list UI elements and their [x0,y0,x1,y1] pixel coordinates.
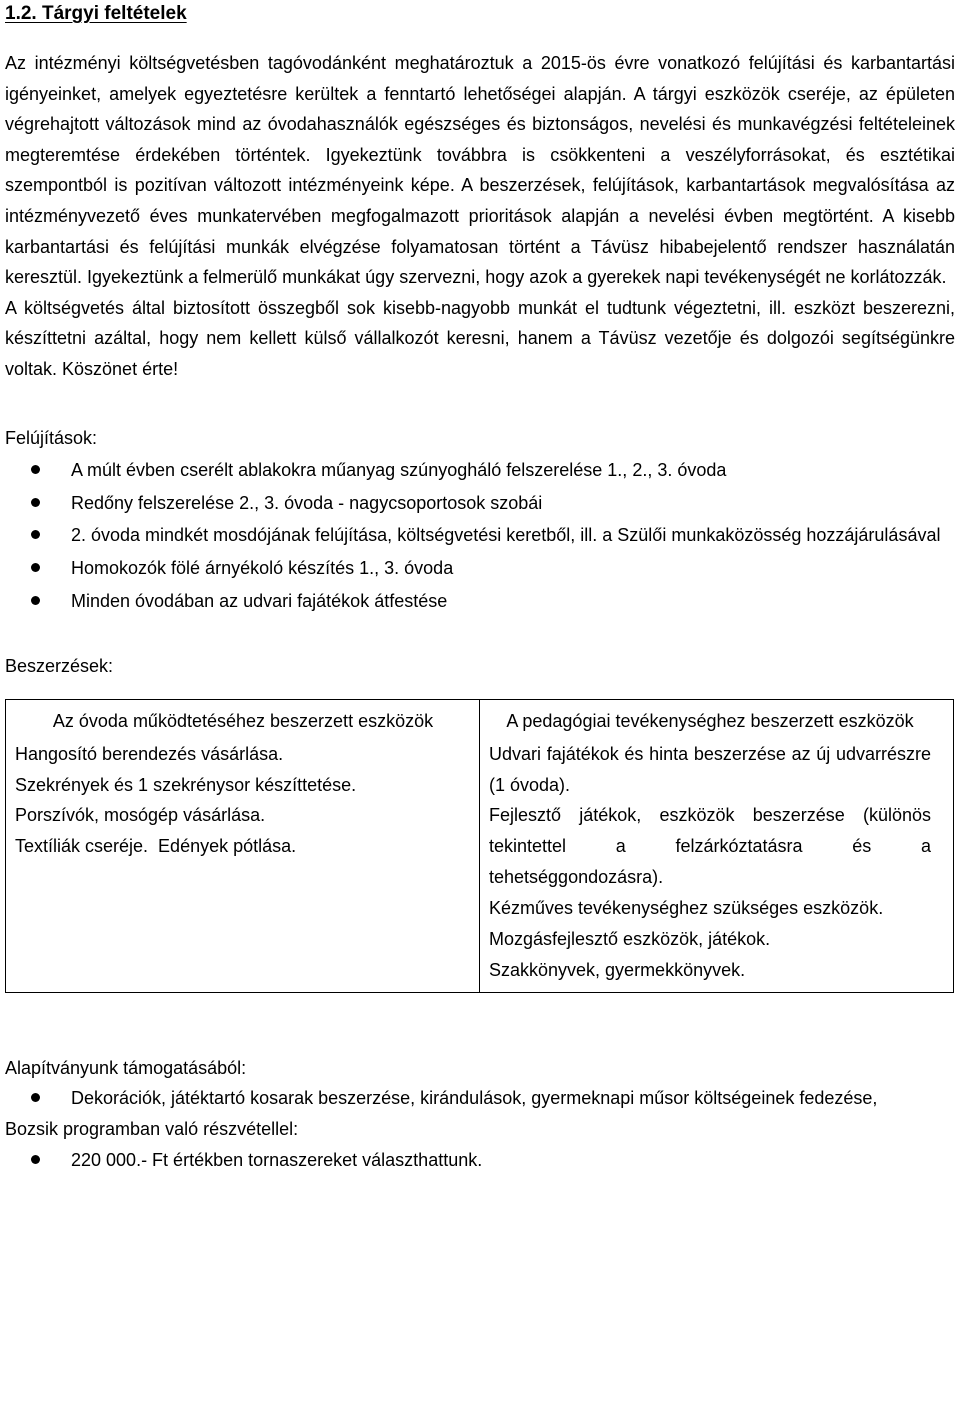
list-item [5,1083,955,1114]
document-page [5,0,955,1175]
section-heading: 1.2. Tárgyi feltételek [5,3,187,24]
table-cell-item: Szakkönyvek, gyermekkönyvek. [489,959,746,980]
bullet-icon [31,498,40,507]
list-item [5,455,955,486]
list-item-text: Dekorációk, játéktartó kosarak beszerzése, kirándulások, gyermeknapi műsor költségeinek fedezése, [71,1088,878,1109]
pedagogical-purchases-header: A pedagógiai tevékenységhez beszerzett eszközök [506,710,914,731]
renovations-list [5,455,955,616]
foundation-label: Alapítványunk támogatásából: [5,1057,247,1078]
list-item-text: A múlt évben cserélt ablakokra műanyag szúnyogháló felszerelése 1., 2., 3. óvoda [71,460,727,481]
list-item-text: Minden óvodában az udvari fajátékok átfestése [71,590,448,611]
bozsik-list [5,1145,955,1176]
renovations-label: Felújítások: [5,427,98,448]
bozsik-label: Bozsik programban való részvétellel: [5,1119,299,1140]
table-cell-item: Szekrények és 1 szekrénysor készíttetése. [15,774,357,795]
operation-purchases-column [6,700,480,992]
table-cell-item: Udvari fajátékok és hinta beszerzése az új udvarrészre (1 óvoda). [489,743,931,795]
list-item-text: 220 000.- Ft értékben tornaszereket választhattunk. [71,1149,483,1170]
bullet-icon [31,530,40,539]
list-item [5,488,955,519]
bullet-icon [31,563,40,572]
table-cell-item: Textíliák cseréje. Edények pótlása. [15,836,297,857]
intro-paragraph: Az intézményi költségvetésben tagóvodánként meghatároztuk a 2015-ös évre vonatkozó felújítási és karbantartási igényeinket, amelyek egyeztetésre kerültek a fenntartó lehetőségei alapján. A tárgyi eszközök cseréje, az épületen végrehajtott változások mind az óvodahasználók egészséges és biztonságos, nevelési és munkavégzési feltételeinek megteremtése érdekében történtek. Igyekeztünk továbbra is csökkenteni a veszélyforrásokat, és esztétikai szempontból is pozitívan változott intézményeink képe. A beszerzések, felújítások, karbantartások megvalósítása az intézményvezető éves munkatervében megfogalmazott prioritások alapján a nevelési évben megtörtént. A kisebb karbantartási és felújítási munkák elvégzése folyamatosan történt a Távüsz hibabejelentő rendszer használatán keresztül. Igyekeztünk a felmerülő munkákat úgy szervezni, hogy azok a gyerekek napi tevékenységét ne korlátozzák. [5,53,955,288]
list-item [5,586,955,617]
bullet-icon [31,1093,40,1102]
table-cell-item: Kézműves tevékenységhez szükséges eszközök. [489,898,884,919]
foundation-list [5,1083,955,1114]
list-item-text: Redőny felszerelése 2., 3. óvoda - nagycsoportosok szobái [71,492,543,513]
table-cell-item: Mozgásfejlesztő eszközök, játékok. [489,929,771,950]
list-item [5,520,955,551]
purchases-label: Beszerzések: [5,656,114,677]
list-item-text: Homokozók fölé árnyékoló készítés 1., 3. óvoda [71,557,454,578]
pedagogical-purchases-column [480,700,953,992]
list-item [5,1145,955,1176]
list-item [5,553,955,584]
list-item-text: 2. óvoda mindkét mosdójának felújítása, költségvetési keretből, ill. a Szülői munkaközösség hozzájárulásával [71,525,941,546]
thanks-paragraph: A költségvetés által biztosított összegből sok kisebb-nagyobb munkát el tudtunk végeztetni, ill. eszközt beszerezni, készíttetni azáltal, hogy nem kellett külső vállalkozót keresni, hanem a Távüsz vezetője és dolgozói segítségünkre voltak. Köszönet érte! [5,297,955,379]
purchases-table [5,699,954,993]
bullet-icon [31,1155,40,1164]
bullet-icon [31,596,40,605]
table-cell-item: Hangosító berendezés vásárlása. [15,743,284,764]
table-cell-item: Fejlesztő játékok, eszközök beszerzése (különös tekintettel a felzárkóztatásra és a tehetséggondozásra). [489,805,931,888]
bullet-icon [31,465,40,474]
table-cell-item: Porszívók, mosógép vásárlása. [15,805,266,826]
operation-purchases-header: Az óvoda működtetéséhez beszerzett eszközök [52,710,434,731]
